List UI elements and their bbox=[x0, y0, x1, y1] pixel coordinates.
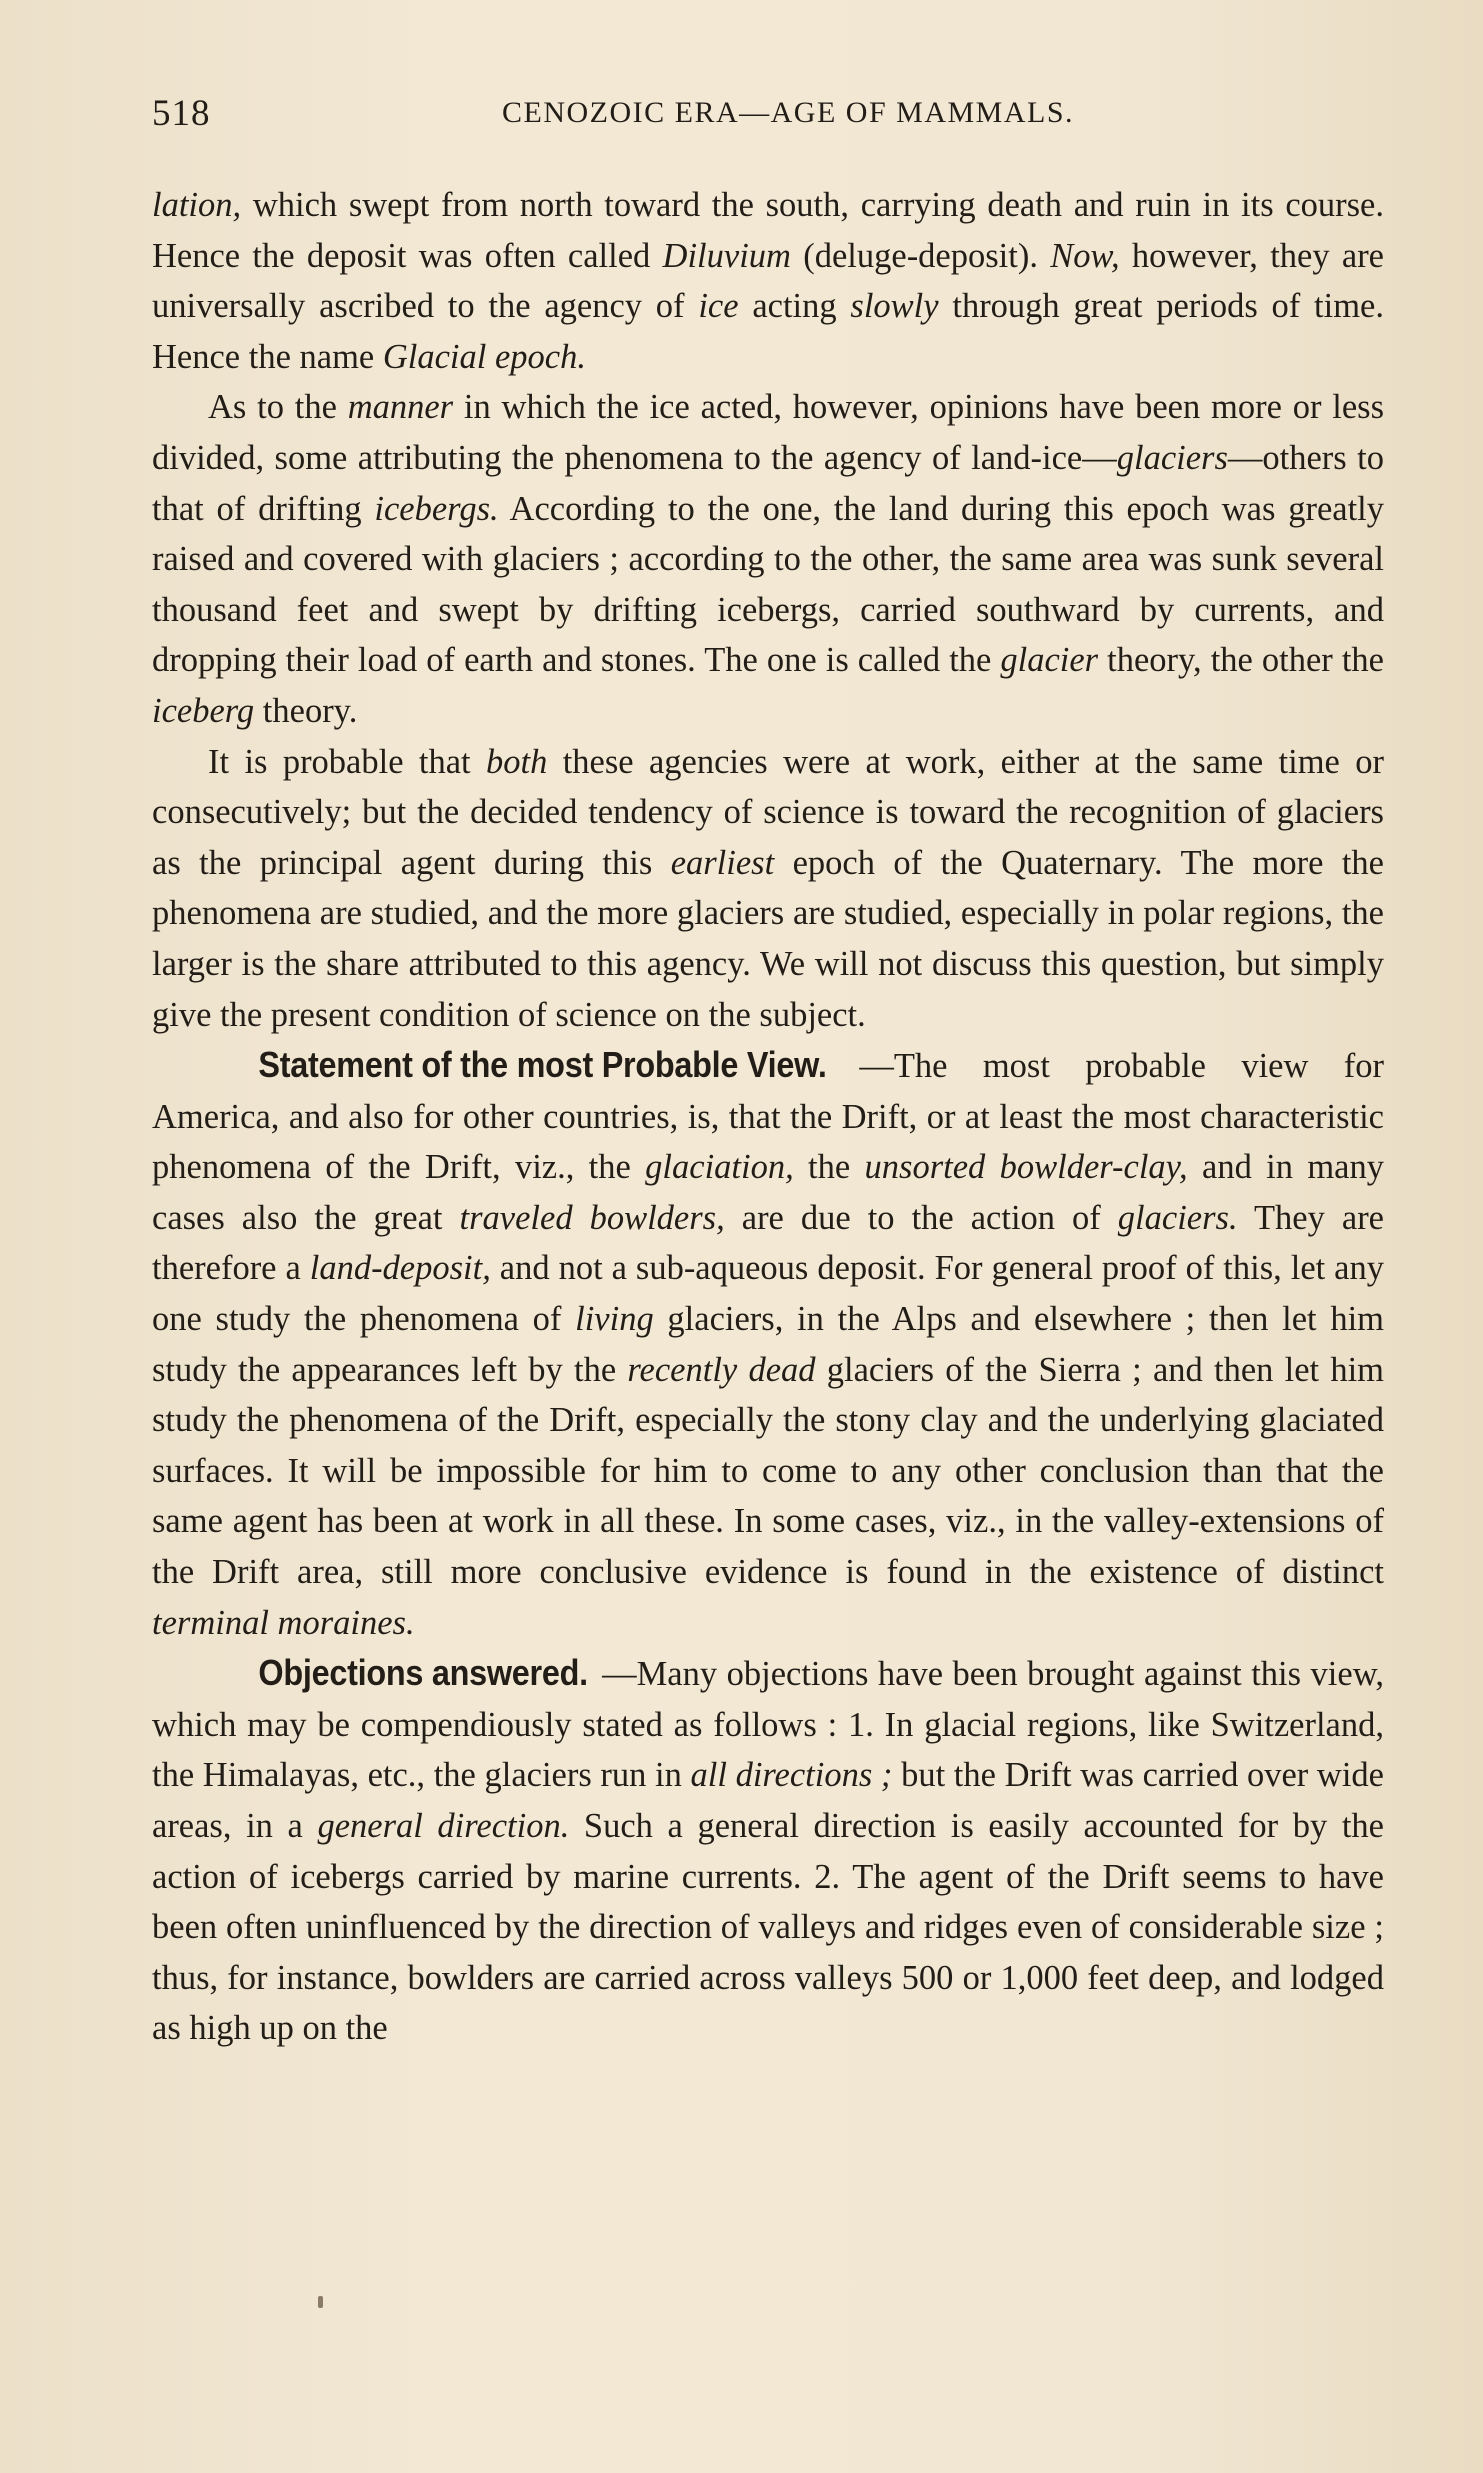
text-run: and not a sub-aqueous deposit. For general proof of this, let any one study the phenomena of bbox=[152, 1249, 1384, 1339]
body-text bbox=[152, 180, 1384, 2054]
italic-run: land-deposit, bbox=[309, 1249, 491, 1288]
text-run: which swept from north toward the south, carrying death and ruin in its course. Hence the deposit was often called bbox=[152, 186, 1384, 275]
text-run: (deluge-deposit). bbox=[790, 236, 1051, 275]
text-run: —The most probable view for America, and also for other countries, is, that the Drift, or at least the most characteristic phenomena of the Drift, viz., the bbox=[152, 1047, 1384, 1187]
paragraph-5 bbox=[152, 1648, 1384, 2054]
italic-run: all directions ; bbox=[690, 1756, 893, 1795]
text-run: the bbox=[793, 1148, 865, 1187]
text-run: are due to the action of bbox=[724, 1198, 1118, 1237]
text-run: glaciers of the Sierra ; and then let him study the phenomena of the Drift, especially the stony clay and the underlying glaciated surfaces. It will be impossible for him to come to any other conclusion than that the same agent has been at work in all these. In some cases, viz., in the valley-extensions of the Drift area, still more conclusive evidence is found in the existence of distinct bbox=[152, 1350, 1384, 1592]
text-run: theory. bbox=[254, 691, 358, 730]
italic-run: manner bbox=[347, 388, 454, 427]
italic-run: glaciation, bbox=[645, 1148, 794, 1187]
italic-run: terminal moraines. bbox=[152, 1603, 415, 1642]
paragraph-3 bbox=[152, 737, 1384, 1041]
italic-run: Diluvium bbox=[662, 236, 791, 275]
text-run: —others to that of drifting bbox=[152, 438, 1384, 528]
running-head: CENOZOIC ERA—AGE OF MAMMALS. bbox=[501, 96, 1075, 129]
text-run: these agencies were at work, either at the same time or consecutively; but the decided tendency of science is toward the recognition of glaciers as the principal agent during this bbox=[152, 742, 1384, 882]
paragraph-1 bbox=[152, 180, 1384, 382]
text-run: through great periods of time. Hence the name bbox=[152, 287, 1384, 376]
italic-run: icebergs. bbox=[374, 489, 499, 528]
italic-run: glacier bbox=[1000, 641, 1099, 680]
italic-run: living bbox=[575, 1300, 654, 1339]
ink-speck bbox=[318, 2296, 323, 2308]
text-run: According to the one, the land during this epoch was greatly raised and covered with glaciers ; according to the other, the same area was sunk several thousand feet and swept by drifting icebergs, carried southward by currents, and dropping their load of earth and stones. The one is called the bbox=[152, 489, 1384, 680]
text-run: in which the ice acted, however, opinions have been more or less divided, some attributing the phenomena to the agency of land-ice— bbox=[152, 388, 1384, 477]
italic-run: unsorted bowlder-clay, bbox=[864, 1148, 1188, 1187]
page-number: 518 bbox=[152, 93, 211, 134]
page-header bbox=[152, 92, 1384, 142]
text-run: They are therefore a bbox=[152, 1198, 1384, 1288]
italic-run: recently dead bbox=[627, 1350, 816, 1389]
paragraph-2 bbox=[152, 382, 1384, 736]
text-run: but the Drift was carried over wide areas, in a bbox=[152, 1756, 1384, 1845]
section-heading-probable-view: Statement of the most Probable View. bbox=[258, 1044, 827, 1086]
italic-run: glaciers. bbox=[1117, 1198, 1238, 1237]
text-run: Such a general direction is easily accounted for by the action of icebergs carried by marine currents. 2. The agent of the Drift seems to have been often uninfluenced by the direction of valleys and ridges even of considerable size ; thus, for instance, bowlders are carried across valleys 500 or 1,000 feet deep, and lodged as high up on the bbox=[152, 1807, 1384, 2048]
italic-run: Now, bbox=[1050, 236, 1120, 275]
text-run: however, they are universally ascribed to the agency of bbox=[152, 236, 1384, 326]
text-run: and in many cases also the great bbox=[152, 1148, 1384, 1237]
italic-run: both bbox=[485, 742, 548, 781]
italic-run: glaciers bbox=[1116, 438, 1228, 477]
italic-run: general direction. bbox=[317, 1807, 570, 1845]
text-run: —Many objections have been brought against this view, which may be compendiously stated as follows : 1. In glacial regions, like Switzerland, the Himalayas, etc., the glaciers run in bbox=[152, 1655, 1384, 1795]
text-run: As to the bbox=[208, 388, 348, 427]
italic-run: Glacial epoch. bbox=[382, 337, 586, 376]
italic-run: traveled bowlders, bbox=[459, 1198, 725, 1237]
text-run: acting bbox=[738, 287, 851, 326]
italic-run: ice bbox=[698, 287, 739, 326]
text-run: theory, the other the bbox=[1098, 641, 1384, 680]
paragraph-5-text bbox=[152, 1655, 1384, 2047]
italic-run: slowly bbox=[850, 287, 939, 326]
section-heading-objections: Objections answered. bbox=[258, 1652, 588, 1694]
italic-run: lation, bbox=[152, 186, 242, 224]
paragraph-4-text bbox=[152, 1047, 1384, 1642]
italic-run: iceberg bbox=[152, 691, 255, 730]
text-run: epoch of the Quaternary. The more the phenomena are studied, and the more glaciers are studied, especially in polar regions, the larger is the share attributed to this agency. We will not discuss this question, but simply give the present condition of science on the subject. bbox=[152, 843, 1384, 1034]
text-run: glaciers, in the Alps and elsewhere ; then let him study the appearances left by the bbox=[152, 1300, 1384, 1389]
paragraph-4 bbox=[152, 1040, 1384, 1648]
text-run: It is probable that bbox=[208, 742, 486, 781]
italic-run: earliest bbox=[670, 843, 775, 882]
